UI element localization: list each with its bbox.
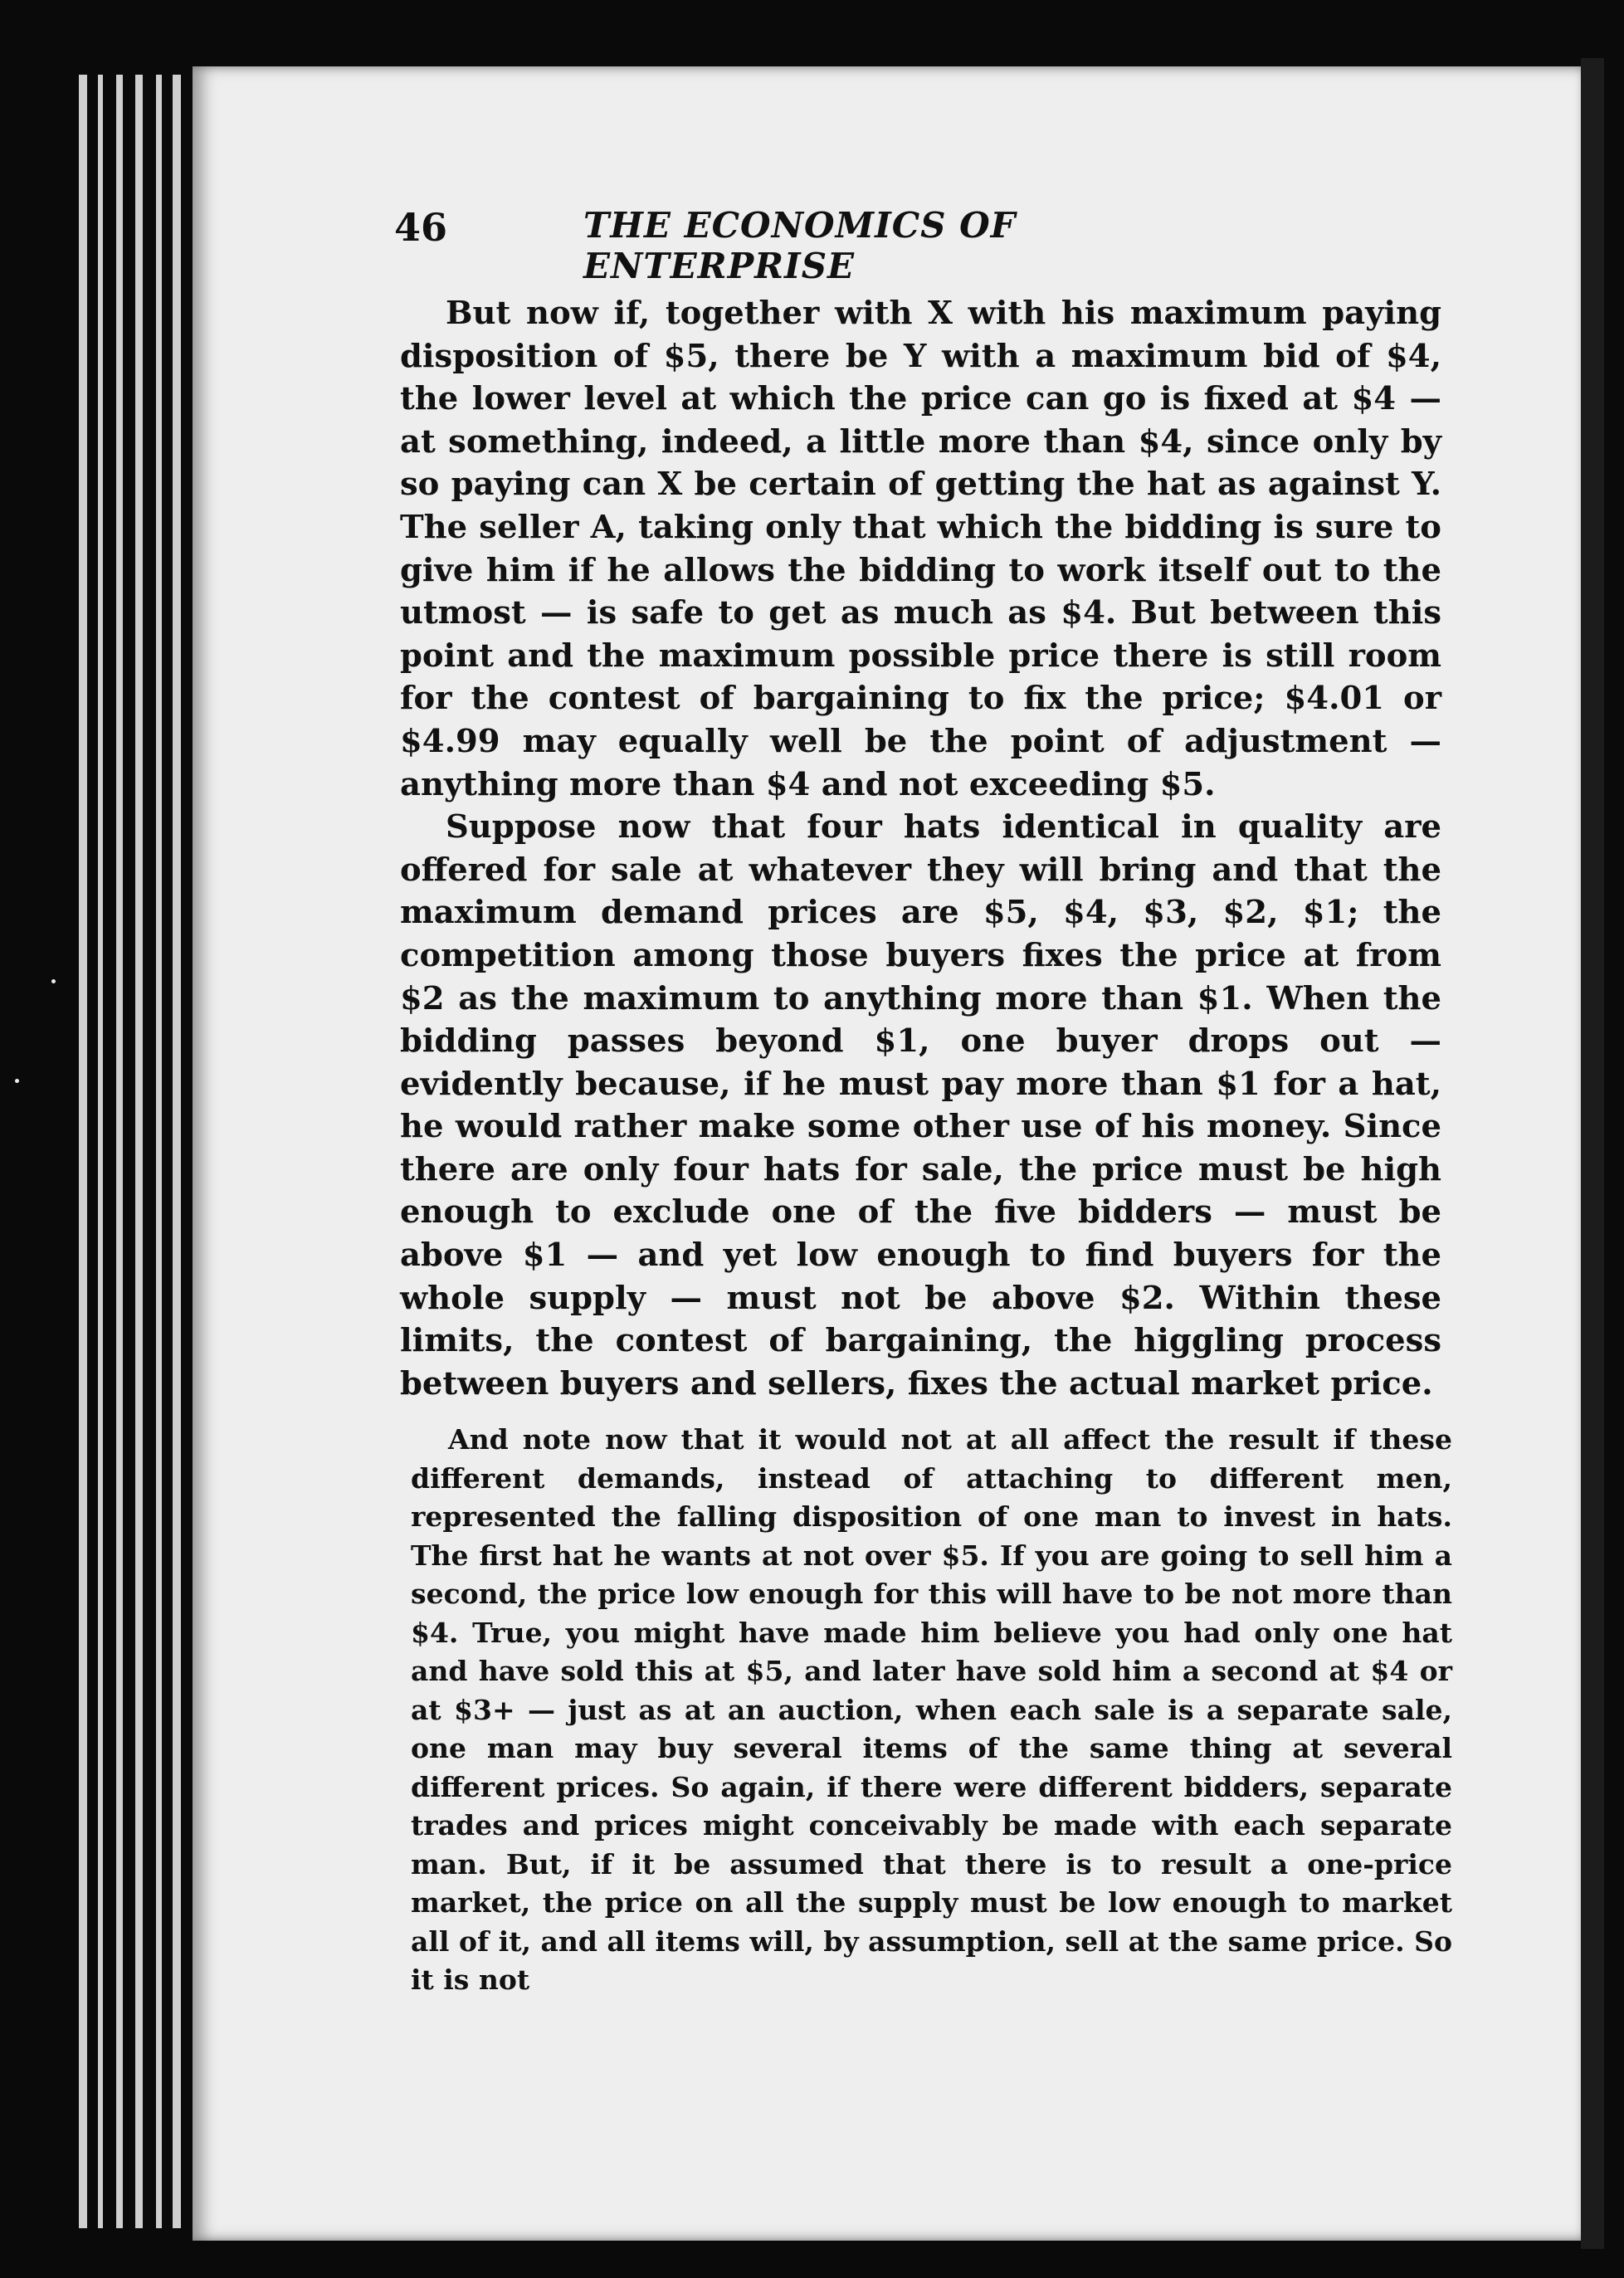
dust-speck — [51, 979, 56, 983]
book-edge-stripe — [135, 75, 143, 2228]
note-text — [411, 1421, 1452, 2000]
note-paragraph: And note now that it would not at all affect the result if these different demands, instead of attaching to different men, represented the falling disposition of one man to invest in hats. The first hat he wants at not over $5. If you are going to sell him a second, the price low enough for this will have to be not more than $4. True, you might have made him believe you had only one hat and have sold this at $5, and later have sold him a second at $4 or at $3+ — just as at an auction, when each sale is a separate sale, one man may buy several items of the same thing at several different prices. So again, if there were different bidders, separate trades and prices might conceivably be made with each separate man. But, if it be assumed that there is to result a one-price market, the price on all the supply must be low enough to market all of it, and all items will, by assumption, sell at the same price. So it is not — [411, 1423, 1452, 1996]
book-edge-stripe — [116, 75, 123, 2228]
paragraph: But now if, together with X with his maximum paying disposition of $5, there be Y with a maximum bid of $4, the lower level at which the price can go is fixed at $4 — at something, indeed, a little more than $4, since only by so paying can X be certain of getting the hat as against Y. The seller A, taking only that which the bidding is sure to give him if he allows the bidding to work itself out to the utmost — is safe to get as much as $4. But between this point and the maximum possible price there is still room for the contest of bargaining to fix the price; $4.01 or $4.99 may equally well be the point of adjustment — anything more than $4 and not exceeding $5. — [400, 295, 1441, 803]
book-edge-stripe — [156, 75, 162, 2228]
page-header — [394, 202, 1257, 286]
book-edge-stripe — [79, 75, 87, 2228]
running-title: THE ECONOMICS OF ENTERPRISE — [583, 205, 1017, 286]
dust-speck — [15, 1079, 19, 1083]
page-right-rim — [1581, 58, 1604, 2249]
book-edge-stripe — [98, 75, 103, 2228]
page-number: 46 — [394, 205, 448, 250]
paragraph: Suppose now that four hats identical in quality are offered for sale at whatever they will bring and that the maximum demand prices are $5, $4, $3, $2, $1; the competition among those buyers fixes the price at from $2 as the maximum to anything more than $1. When the bidding passes beyond $1, one buyer drops out — evidently because, if he must pay more than $1 for a hat, he would rather make some other use of his money. Since there are only four hats for sale, the price must be high enough to exclude one of the five bidders — must be above $1 — and yet low enough to find buyers for the whole supply — must not be above $2. Within these limits, the contest of bargaining, the higgling process between buyers and sellers, fixes the actual market price. — [400, 808, 1441, 1402]
main-text — [400, 292, 1441, 1405]
book-edge-stripe — [173, 75, 181, 2228]
